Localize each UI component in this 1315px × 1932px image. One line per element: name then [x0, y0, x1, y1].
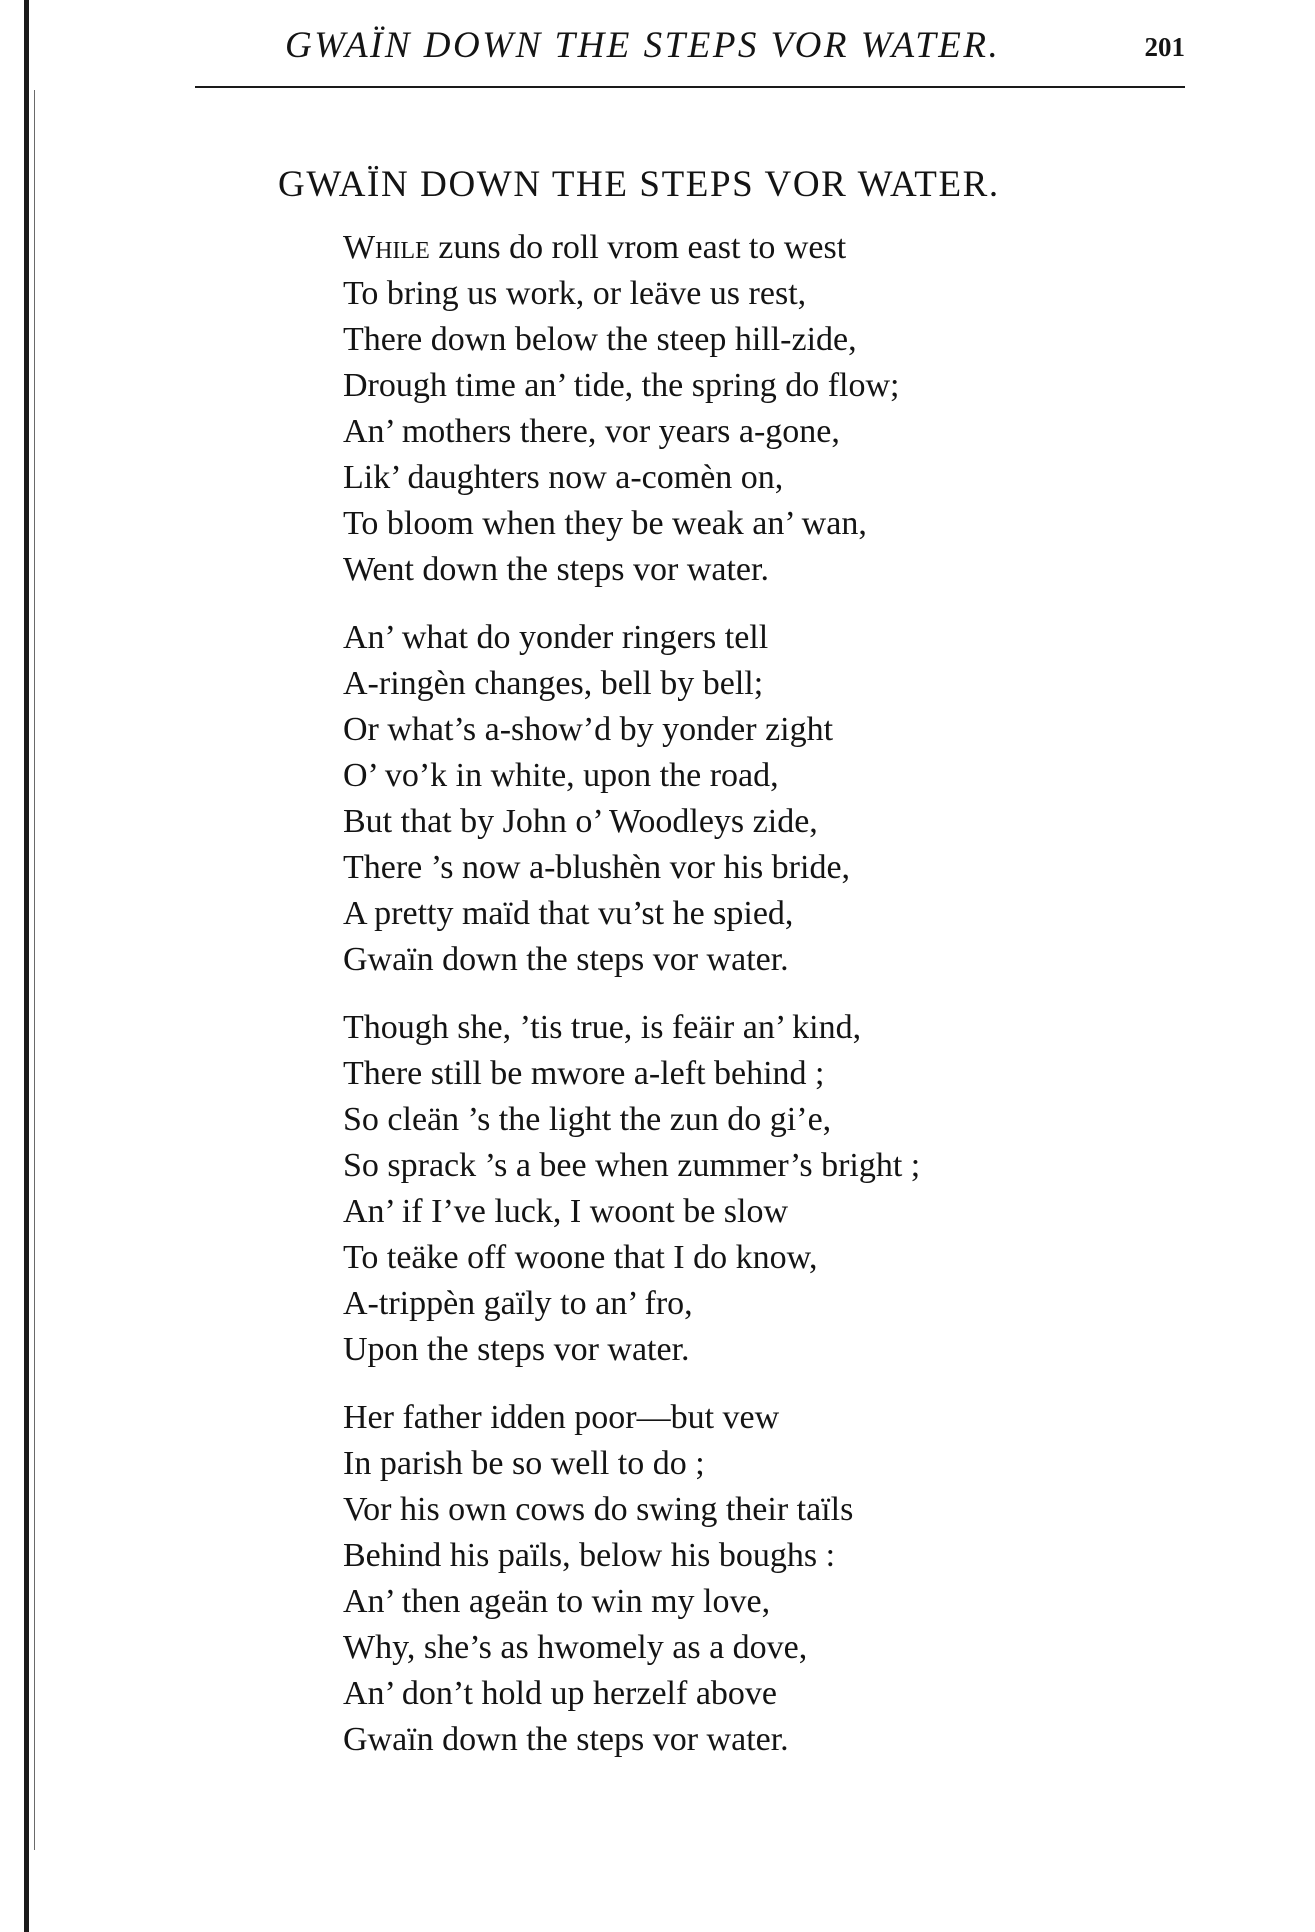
- poem-line: There still be mwore a-left behind ;: [343, 1055, 825, 1092]
- stanza: [343, 615, 1143, 983]
- poem-line: Drough time an’ tide, the spring do flow;: [343, 367, 900, 404]
- poem-line: Or what’s a-show’d by yonder zight: [343, 711, 834, 748]
- poem-line: A-ringèn changes, bell by bell;: [343, 665, 764, 702]
- poem-line: In parish be so well to do ;: [343, 1445, 705, 1482]
- poem-line: Vor his own cows do swing their taïls: [343, 1491, 854, 1528]
- poem-line: [343, 225, 1143, 271]
- stanza: [343, 225, 1143, 593]
- poem-line: To bring us work, or leäve us rest,: [343, 275, 807, 312]
- poem-line: An’ mothers there, vor years a-gone,: [343, 413, 840, 450]
- poem-line: To teäke off woone that I do know,: [343, 1239, 818, 1276]
- poem-line: A-trippèn gaïly to an’ fro,: [343, 1285, 693, 1322]
- poem-line: Went down the steps vor water.: [343, 551, 769, 588]
- running-head-title: GWAÏN DOWN THE STEPS VOR WATER.: [285, 25, 1001, 66]
- poem-line: Lik’ daughters now a-comèn on,: [343, 459, 784, 496]
- running-head: [195, 22, 1185, 74]
- poem-line: But that by John o’ Woodleys zide,: [343, 803, 818, 840]
- stanza: [343, 1395, 1143, 1763]
- poem-line: Gwaïn down the steps vor water.: [343, 1721, 789, 1758]
- poem-line: So cleän ’s the light the zun do gi’e,: [343, 1101, 832, 1138]
- poem-line: Though she, ’tis true, is feäir an’ kind,: [343, 1009, 862, 1046]
- poem-line: An’ what do yonder ringers tell: [343, 619, 769, 656]
- binding-edge-shadow: [34, 90, 35, 1850]
- poem-line: Why, she’s as hwomely as a dove,: [343, 1629, 808, 1666]
- poem-line: There ’s now a-blushèn vor his bride,: [343, 849, 851, 886]
- header-rule: [195, 86, 1185, 88]
- poem-line: So sprack ’s a bee when zummer’s bright ;: [343, 1147, 921, 1184]
- poem-line-text: zuns do roll vrom east to west: [429, 229, 847, 266]
- poem-line: To bloom when they be weak an’ wan,: [343, 505, 867, 542]
- poem-line: Behind his païls, below his boughs :: [343, 1537, 836, 1574]
- poem-line: A pretty maïd that vu’st he spied,: [343, 895, 794, 932]
- poem-line: An’ then ageän to win my love,: [343, 1583, 771, 1620]
- poem-title: GWAÏN DOWN THE STEPS VOR WATER.: [278, 164, 1000, 205]
- stanza: [343, 1005, 1143, 1373]
- poem-line: An’ if I’ve luck, I woont be slow: [343, 1193, 789, 1230]
- poem-line: Gwaïn down the steps vor water.: [343, 941, 789, 978]
- poem-line: There down below the steep hill-zide,: [343, 321, 857, 358]
- poem-line: Upon the steps vor water.: [343, 1331, 690, 1368]
- poem-line: O’ vo’k in white, upon the road,: [343, 757, 779, 794]
- poem-body: [343, 225, 1143, 1785]
- poem-line: An’ don’t hold up herzelf above: [343, 1675, 777, 1712]
- page-number: 201: [1144, 32, 1185, 62]
- poem-first-word: While: [343, 229, 430, 266]
- poem-line: Her father idden poor—but vew: [343, 1399, 780, 1436]
- binding-edge: [24, 0, 29, 1932]
